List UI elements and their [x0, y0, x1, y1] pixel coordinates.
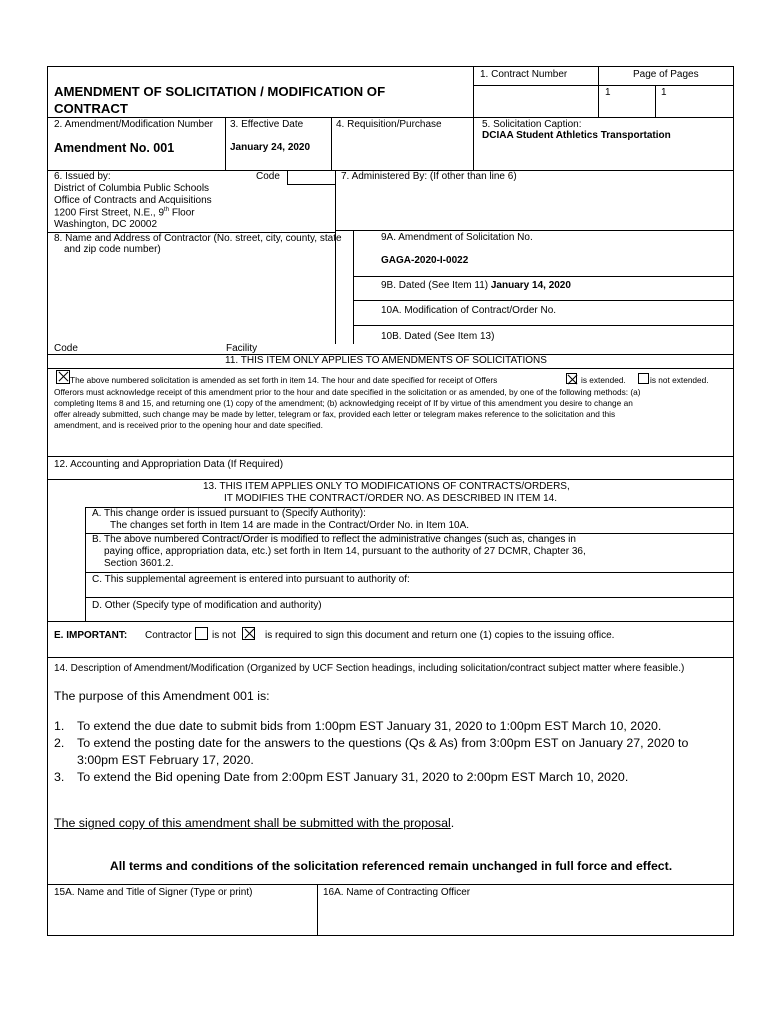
item-13b-line-3: Section 3601.2. — [104, 558, 174, 569]
grid-line — [353, 300, 734, 301]
item-11-text-line-3: completing Items 8 and 15, and returning one (1) copy of the amendment; (b) acknowledging receipt of If by virtue of this amendment you desire to change an — [54, 398, 633, 408]
signer-name-label: 15A. Name and Title of Signer (Type or print) — [54, 887, 253, 898]
grid-line — [48, 621, 734, 622]
item-13a-line-1: A. This change order is issued pursuant to (Specify Authority): — [92, 508, 366, 519]
effective-date-label: 3. Effective Date — [230, 119, 304, 130]
is-extended-checkbox[interactable] — [566, 373, 577, 384]
requisition-label: 4. Requisition/Purchase — [336, 119, 442, 130]
item-13-heading-line-1: 13. THIS ITEM APPLIES ONLY TO MODIFICATIONS OF CONTRACTS/ORDERS, — [203, 481, 570, 492]
solicitation-caption-label: 5. Solicitation Caption: — [482, 119, 582, 130]
contract-number-label: 1. Contract Number — [480, 69, 568, 80]
facility-label: Facility — [226, 343, 258, 354]
grid-line — [85, 597, 734, 598]
grid-line — [335, 230, 734, 231]
grid-line — [353, 276, 734, 277]
grid-line — [655, 85, 656, 117]
terms-statement: All terms and conditions of the solicitation referenced remain unchanged in full force and effect. — [109, 859, 673, 873]
list-item-number: 1. — [54, 719, 65, 733]
item-11-heading: 11. THIS ITEM ONLY APPLIES TO AMENDMENTS OF SOLICITATIONS — [225, 355, 547, 366]
grid-line — [85, 507, 86, 621]
item-11-text-line-5: amendment, and is received prior to the opening hour and date specified. — [54, 420, 323, 430]
item-13a-line-2: The changes set forth in Item 14 are made in the Contract/Order No. in Item 10A. — [110, 520, 470, 531]
effective-date-value: January 24, 2020 — [230, 142, 311, 153]
modification-dated-label: 10B. Dated (See Item 13) — [381, 331, 495, 342]
amendment-form — [47, 66, 734, 936]
not-extended-checkbox[interactable] — [638, 373, 649, 384]
grid-line — [598, 67, 599, 117]
page-number: 1 — [605, 87, 611, 98]
grid-line — [287, 170, 288, 184]
administered-by-label: 7. Administered By: (If other than line 6) — [341, 171, 517, 182]
grid-line — [48, 479, 734, 480]
signed-copy-note: The signed copy of this amendment shall be submitted with the proposal. — [54, 816, 455, 830]
grid-line — [48, 368, 734, 369]
list-item-number: 3. — [54, 770, 65, 784]
issued-by-code-label: Code — [256, 171, 280, 182]
contractor-sign-checkbox[interactable] — [195, 627, 208, 640]
grid-line — [317, 884, 318, 936]
list-item-text: To extend the Bid opening Date from 2:00pm EST January 31, 2020 to 2:00pm EST March 10, 2020. — [77, 770, 629, 784]
grid-line — [473, 117, 474, 170]
grid-line — [48, 884, 734, 885]
is-extended-label: is extended. — [581, 375, 626, 385]
contractor-label-line-1: 8. Name and Address of Contractor (No. street, city, county, state — [54, 233, 342, 244]
grid-line — [353, 230, 354, 344]
item-11-text-line-1: The above numbered solicitation is amended as set forth in item 14. The hour and date specified for receipt of Offers — [70, 375, 498, 385]
issuer-address-line-1: District of Columbia Public Schools — [54, 183, 210, 194]
list-item-text: To extend the due date to submit bids from 1:00pm EST January 31, 2020 to 1:00pm EST March 10, 2020. — [77, 719, 662, 733]
amendment-solicitation-no-value: GAGA-2020-I-0022 — [381, 255, 469, 266]
item-13d: D. Other (Specify type of modification and authority) — [92, 600, 322, 611]
grid-line — [335, 170, 336, 344]
grid-line — [331, 117, 332, 170]
description-label: 14. Description of Amendment/Modification (Organized by UCF Section headings, including solicitation/contract subject matter where feasible.) — [54, 663, 685, 674]
accounting-data-label: 12. Accounting and Appropriation Data (If Required) — [54, 459, 284, 470]
amendment-solicitation-no-label: 9A. Amendment of Solicitation No. — [381, 232, 533, 243]
issued-by-label: 6. Issued by: — [54, 171, 111, 182]
amendment-number-label: 2. Amendment/Modification Number — [54, 119, 213, 130]
grid-line — [48, 117, 734, 118]
issuer-address-line-2: Office of Contracts and Acquisitions — [54, 195, 212, 206]
item-13-heading-line-2: IT MODIFIES THE CONTRACT/ORDER NO. AS DESCRIBED IN ITEM 14. — [224, 493, 558, 504]
grid-line — [287, 184, 335, 185]
contractor-code-label: Code — [54, 343, 78, 354]
item-11-text-line-4: offer already submitted, such change may be made by letter, telegram or fax, provided each letter or telegram makes reference to the solicitation and this — [54, 409, 616, 419]
item-13b-line-1: B. The above numbered Contract/Order is modified to reflect the administrative changes (such as, changes in — [92, 534, 576, 545]
contracting-officer-label: 16A. Name of Contracting Officer — [323, 887, 471, 898]
purpose-heading: The purpose of this Amendment 001 is: — [54, 689, 270, 703]
important-label: E. IMPORTANT: — [54, 630, 128, 641]
form-title-line-1: AMENDMENT OF SOLICITATION / MODIFICATION OF — [54, 84, 386, 99]
page-count: 1 — [661, 87, 667, 98]
grid-line — [48, 456, 734, 457]
is-not-label: is not — [212, 630, 236, 641]
grid-line — [225, 117, 226, 170]
issuer-address-line-3: 1200 First Street, N.E., 9th Floor — [54, 207, 195, 219]
form-title-line-2: CONTRACT — [54, 101, 128, 116]
list-item-text: To extend the posting date for the answers to the questions (Qs & As) from 3:00pm EST on January 27, 2020 to 3:00pm EST February 17, 2020. — [77, 736, 689, 767]
modification-order-no-label: 10A. Modification of Contract/Order No. — [381, 305, 557, 316]
solicitation-dated-label: 9B. Dated (See Item 11) January 14, 2020 — [381, 280, 571, 291]
grid-line — [85, 572, 734, 573]
amendment-number-value: Amendment No. 001 — [54, 141, 175, 155]
contractor-label: Contractor — [145, 630, 192, 641]
grid-line — [473, 67, 474, 117]
page-of-pages-label: Page of Pages — [633, 69, 699, 80]
item-11-text-line-2: Offerors must acknowledge receipt of this amendment prior to the hour and date specified in the solicitation or as amended, by one of the following methods: (a) — [54, 387, 641, 397]
solicitation-caption-value: DCIAA Student Athletics Transportation — [482, 130, 671, 141]
item-13c: C. This supplemental agreement is entered into pursuant to authority of: — [92, 574, 410, 585]
issuer-address-line-4: Washington, DC 20002 — [54, 219, 158, 230]
list-item-number: 2. — [54, 736, 65, 750]
item-13b-line-2: paying office, appropriation data, etc.) set forth in Item 14, pursuant to the authority of 27 DCMR, Chapter 36, — [104, 546, 586, 557]
contractor-label-line-2: and zip code number) — [64, 244, 161, 255]
amended-checkbox[interactable] — [56, 370, 70, 384]
is-not-required-checkbox[interactable] — [242, 627, 255, 640]
important-text: is required to sign this document and return one (1) copies to the issuing office. — [265, 630, 615, 641]
grid-line — [48, 657, 734, 658]
not-extended-label: is not extended. — [650, 375, 709, 385]
grid-line — [353, 325, 734, 326]
grid-line — [473, 85, 734, 86]
